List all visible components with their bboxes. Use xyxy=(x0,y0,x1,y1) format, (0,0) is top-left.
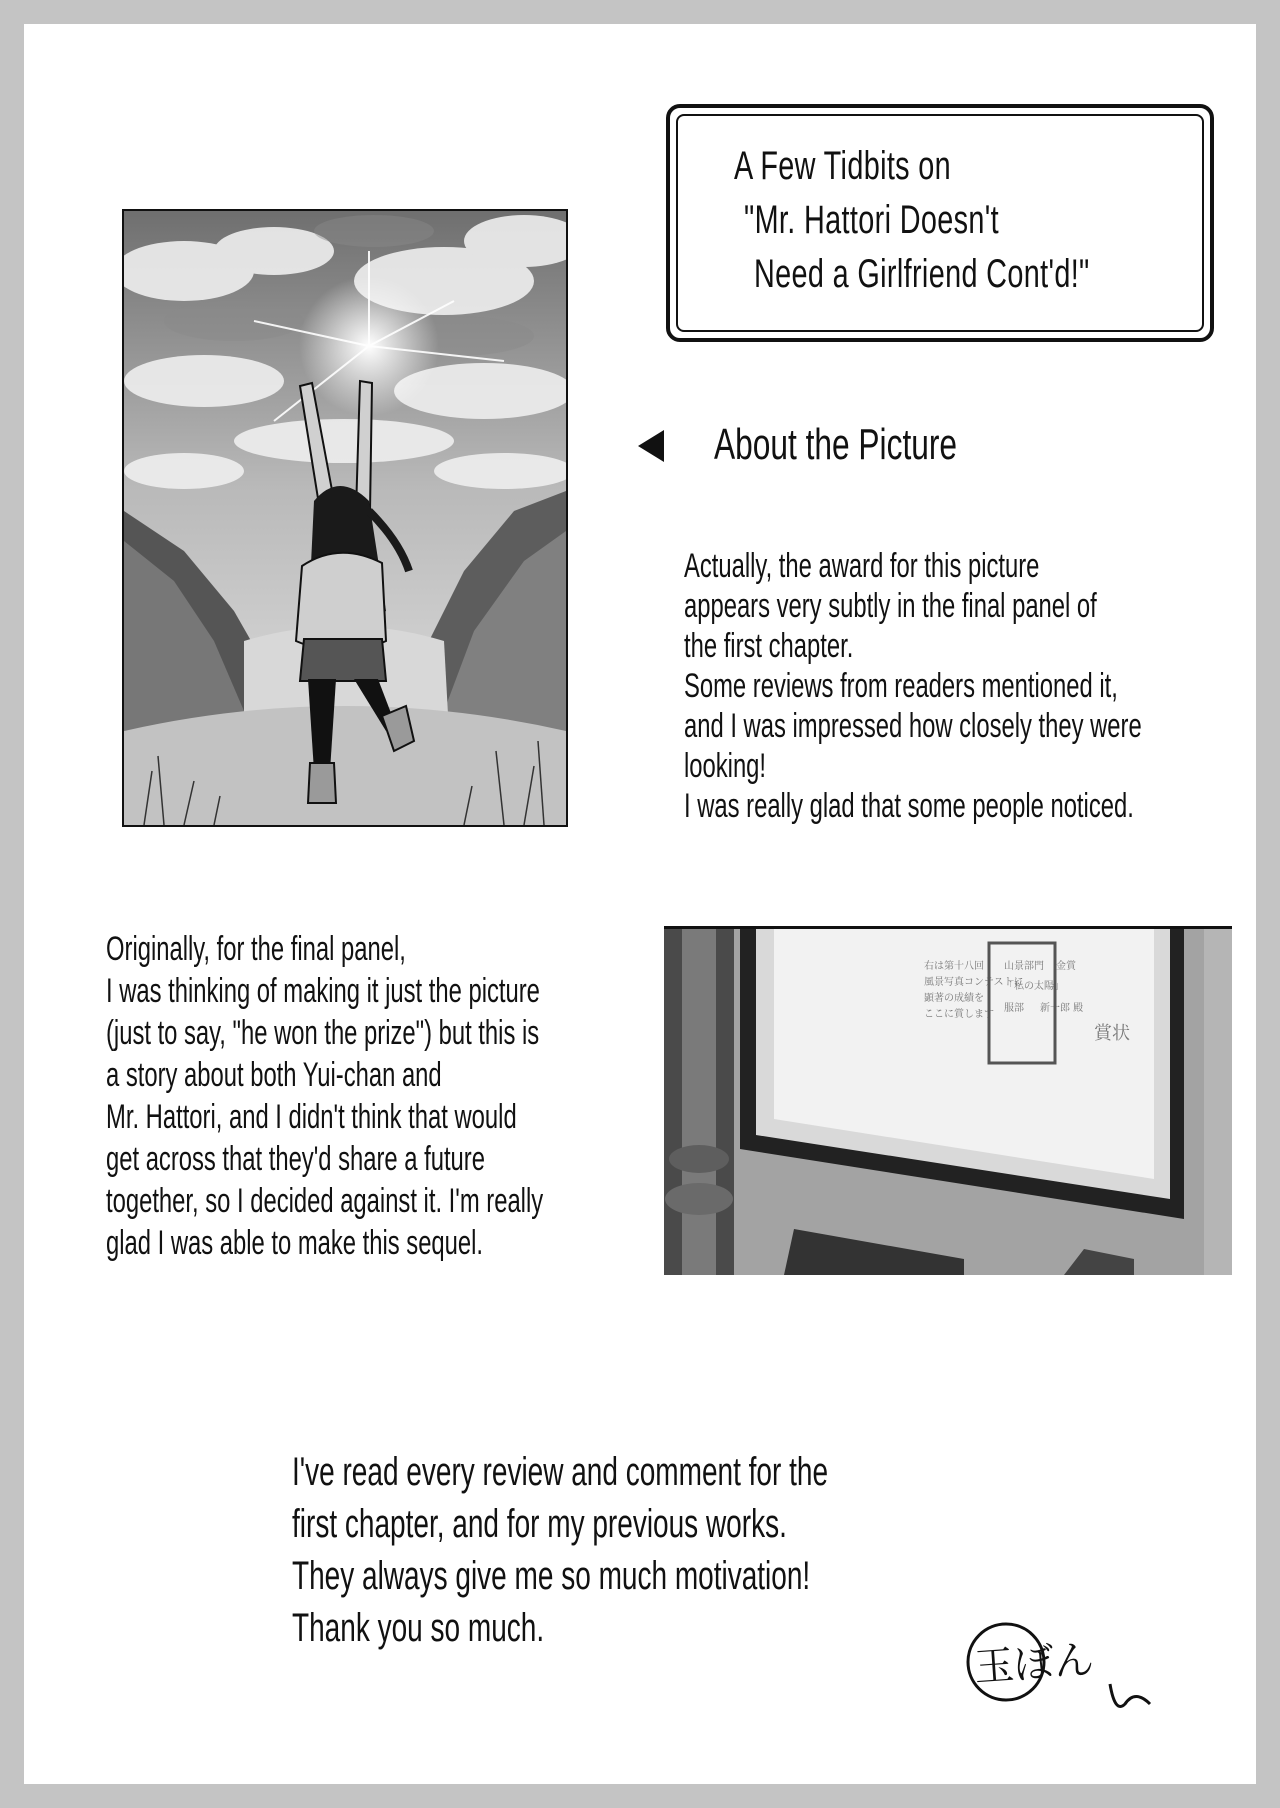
thanks-text-line: They always give me so much motivation! xyxy=(292,1554,811,1598)
signature xyxy=(960,1604,1160,1734)
illustration-girl-mountains xyxy=(122,209,568,827)
section-heading: About the Picture xyxy=(714,420,958,469)
certificate-line: 山景部門 xyxy=(1004,961,1044,972)
certificate-line: 新一郎 殿 xyxy=(1040,1003,1084,1014)
illustration-certificate-art xyxy=(664,929,1232,1275)
award-text-line: and I was impressed how closely they were xyxy=(684,707,1142,745)
certificate-side-line: 風景写真コンテストに xyxy=(924,977,1024,988)
illustration-certificate-frame xyxy=(664,926,1232,1275)
final-panel-text-line: get across that they'd share a future xyxy=(106,1140,485,1178)
page xyxy=(24,24,1256,1784)
thanks-text-line: I've read every review and comment for the xyxy=(292,1450,829,1494)
award-text xyxy=(684,546,1256,826)
title-line-2: "Mr. Hattori Doesn't xyxy=(744,198,1000,242)
title-line-3: Need a Girlfriend Cont'd!" xyxy=(754,252,1090,296)
final-panel-text xyxy=(106,928,731,1264)
title-line-1: A Few Tidbits on xyxy=(734,144,952,188)
certificate-line: 服部 xyxy=(1004,1003,1024,1014)
illustration-girl-mountains-art xyxy=(124,211,566,825)
final-panel-text-line: together, so I decided against it. I'm really xyxy=(106,1182,544,1220)
award-text-line: looking! xyxy=(684,747,767,785)
award-text-line: Some reviews from readers mentioned it, xyxy=(684,667,1118,705)
award-text-line: I was really glad that some people noticed. xyxy=(684,787,1134,825)
certificate-side-line: 右は第十八回 xyxy=(924,961,984,972)
signature-stamp-icon xyxy=(960,1604,1160,1734)
thanks-text-line: first chapter, and for my previous works. xyxy=(292,1502,787,1546)
final-panel-text-line: Originally, for the final panel, xyxy=(106,930,406,968)
award-text-line: Actually, the award for this picture xyxy=(684,547,1040,585)
signature-text: 玉ぼん xyxy=(972,1636,1096,1692)
certificate-line: 「私の太陽」 xyxy=(1004,981,1064,992)
certificate-line: 金賞 xyxy=(1056,961,1076,972)
final-panel-text-line: (just to say, "he won the prize") but this is xyxy=(106,1014,540,1052)
award-text-line: appears very subtly in the final panel of xyxy=(684,587,1097,625)
certificate-side-line: 顕著の成績を xyxy=(924,993,984,1004)
certificate-side-line: ここに賞します xyxy=(924,1009,994,1020)
certificate-heading: 賞状 xyxy=(1094,1023,1130,1044)
final-panel-text-line: glad I was able to make this sequel. xyxy=(106,1224,484,1262)
arrow-left-icon xyxy=(638,430,664,462)
thanks-text-line: Thank you so much. xyxy=(292,1606,545,1650)
final-panel-text-line: a story about both Yui-chan and xyxy=(106,1056,442,1094)
final-panel-text-line: I was thinking of making it just the picture xyxy=(106,972,540,1010)
final-panel-text-line: Mr. Hattori, and I didn't think that would xyxy=(106,1098,517,1136)
award-text-line: the first chapter. xyxy=(684,627,854,665)
title-box xyxy=(666,104,1214,342)
thanks-text xyxy=(292,1446,1058,1654)
